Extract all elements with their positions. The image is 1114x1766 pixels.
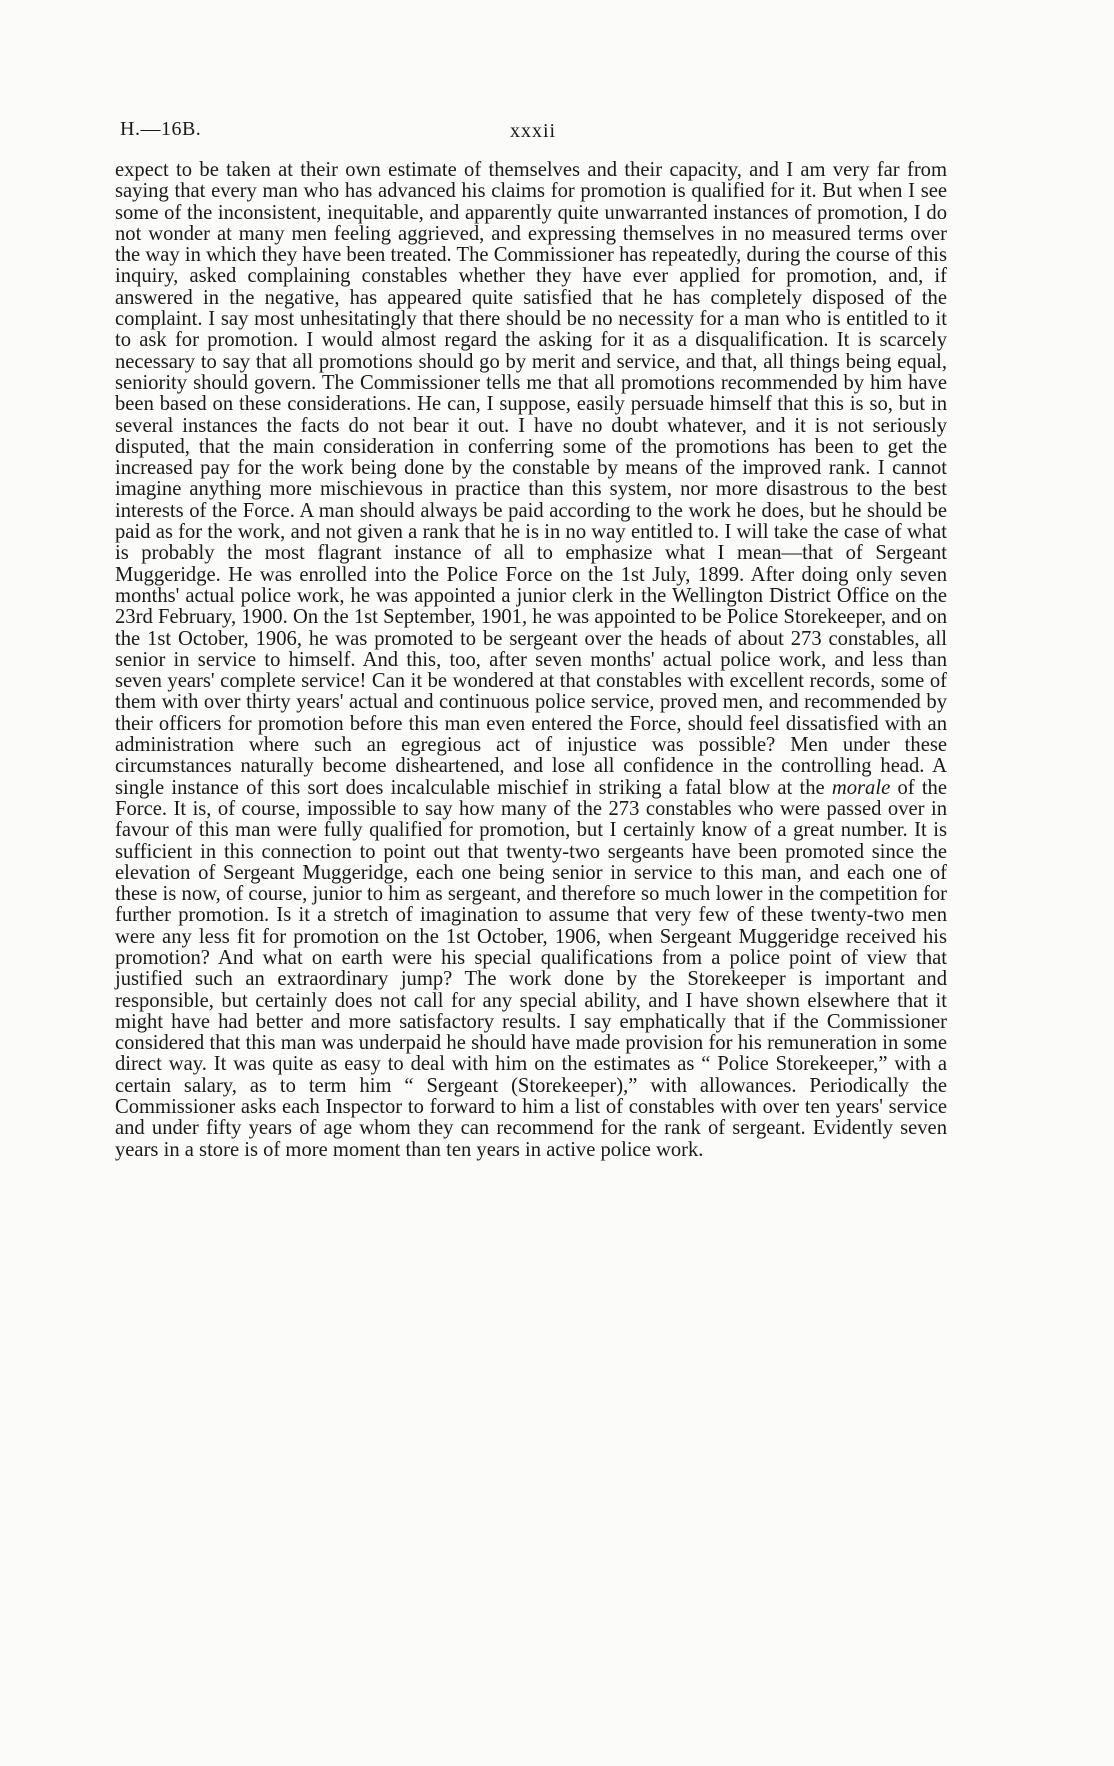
page-header: [120, 118, 946, 148]
italic-term-morale: morale: [831, 776, 891, 799]
body-text-part-1: expect to be taken at their own estimate of themselves and their capacity, and I am very far from saying that every man who has advanced his claims for promotion is qualified for it. But when I see some of the inconsistent, inequitable, and apparently quite unwarranted instances of promotion, I do not wonder at many men feeling aggrieved, and expressing themselves in no measured terms over the way in which they have been treated. The Commissioner has repeatedly, during the course of this inquiry, asked complaining constables whether they have ever applied for promotion, and, if answered in the negative, has appeared quite satisfied that he has completely disposed of the complaint. I say most unhesitatingly that there should be no necessity for a man who is entitled to it to ask for promotion. I would almost regard the asking for it as a disqualification. It is scarcely necessary to say that all promotions should go by merit and service, and that, all things being equal, seniority should govern. The Commissioner tells me that all promotions recommended by him have been based on these considerations. He can, I suppose, easily persuade himself that this is so, but in several instances the facts do not bear it out. I have no doubt whatever, and it is not seriously disputed, that the main consideration in conferring some of the promotions has been to get the increased pay for the work being done by the constable by means of the improved rank. I cannot imagine anything more mischievous in practice than this system, nor more disastrous to the best interests of the Force. A man should always be paid according to the work he does, but he should be paid as for the work, and not given a rank that he is in no way entitled to. I will take the case of what is probably the most flagrant instance of all to emphasize what I mean—that of Sergeant Muggeridge. He was enrolled into the Police Force on the 1st July, 1899. After doing only seven months' actual police work, he was appointed a junior clerk in the Wellington District Office on the 23rd February, 1900. On the 1st September, 1901, he was appointed to be Police Storekeeper, and on the 1st October, 1906, he was promoted to be sergeant over the heads of about 273 constables, all senior in service to himself. And this, too, after seven months' actual police work, and less than seven years' complete service! Can it be wondered at that constables with excellent records, some of them with over thirty years' actual and continuous police service, proved men, and recommended by their officers for promotion before this man even entered the Force, should feel dissatisfied with an administration where such an egregious act of injustice was possible? Men under these circumstances naturally become disheartened, and lose all confidence in the controlling head. A single instance of this sort does incalculable mischief in striking a fatal blow at the: [115, 159, 947, 799]
body-paragraph: [115, 160, 947, 1161]
body-text-part-2: of the Force. It is, of course, impossible to say how many of the 273 constables who were passed over in favour of this man were fully qualified for promotion, but I certainly know of a great number. It is sufficient in this connection to point out that twenty-two sergeants have been promoted since the elevation of Sergeant Muggeridge, each one being senior in service to this man, and each one of these is now, of course, junior to him as sergeant, and therefore so much lower in the competition for further promotion. Is it a stretch of imagination to assume that very few of these twenty-two men were any less fit for promotion on the 1st October, 1906, when Sergeant Muggeridge received his promotion? And what on earth were his special qualifications from a police point of view that justified such an extraordinary jump? The work done by the Storekeeper is important and responsible, but certainly does not call for any special ability, and I have shown elsewhere that it might have had better and more satisfactory results. I say emphatically that if the Commissioner considered that this man was underpaid he should have made provision for his remuneration in some direct way. It was quite as easy to deal with him on the estimates as “ Police Storekeeper,” with a certain salary, as to term him “ Sergeant (Storekeeper),” with allowances. Periodically the Commissioner asks each Inspector to forward to him a list of constables with over ten years' service and under fifty years of age whom they can recommend for the rank of sergeant. Evidently seven years in a store is of more moment than ten years in active police work.: [115, 776, 947, 1161]
body-text: [115, 160, 947, 1161]
page-number: xxxii: [509, 120, 557, 142]
document-reference: H.—16B.: [120, 118, 202, 140]
